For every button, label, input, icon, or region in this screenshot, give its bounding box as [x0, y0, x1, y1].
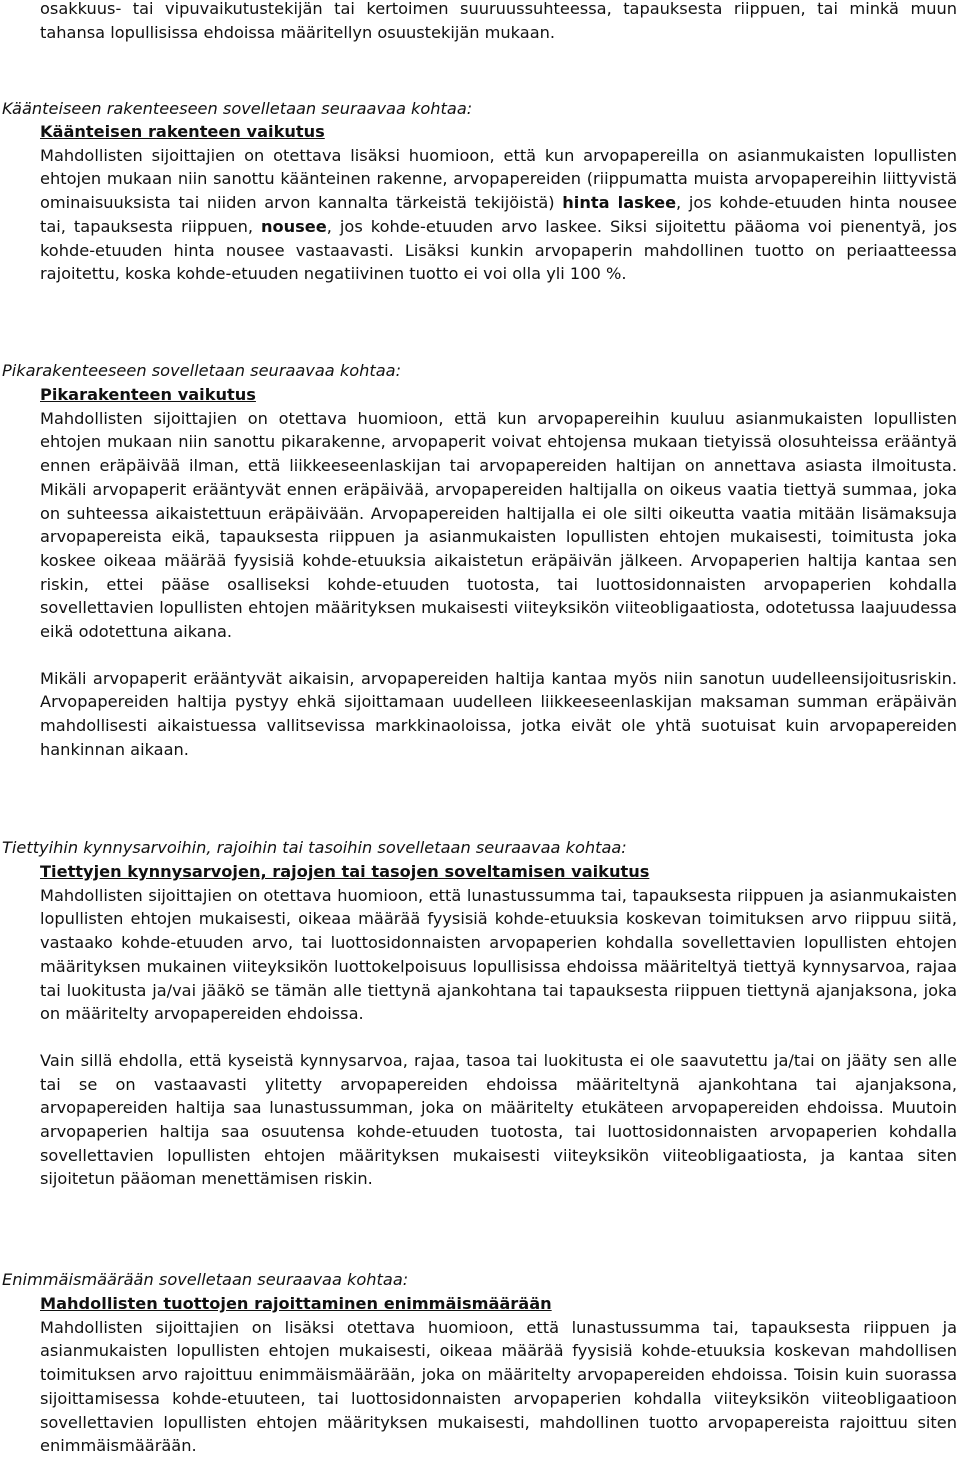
section-paragraph [40, 144, 957, 286]
section-heading: Mahdollisten tuottojen rajoittaminen enimmäismäärään [40, 1294, 552, 1313]
section-thresholds [40, 860, 957, 1191]
section-paragraph: Mikäli arvopaperit erääntyvät aikaisin, arvopapereiden haltija kantaa myös niin sanotun uudelleensijoitusriskin. Arvopapereiden haltija pystyy ehkä sijoittamaan uudelleen liikkeeseenlaskijan maksaman summan eräpäivän mahdollisesti aikaistuessa vallitsevissa markkinaoloissa, jotka eivät ole yhtä suotuisat kuin arvopapereiden hankinnan aikaan. [40, 668, 957, 759]
section-reverse-structure [40, 120, 957, 286]
section-intro-quick: Pikarakenteeseen sovelletaan seuraavaa kohtaa: [2, 361, 402, 380]
section-maximum-amount [40, 1292, 957, 1458]
section-intro-reverse: Käänteiseen rakenteeseen sovelletaan seuraavaa kohtaa: [2, 99, 473, 118]
section-paragraph: Mahdollisten sijoittajien on otettava huomioon, että lunastussumma tai, tapauksesta riippuen ja asianmukaisten lopullisten ehtojen mukaisesti, oikeaa määrää fyysisiä kohde-etuuksia koskevan toimituksen arvo riippuu siitä, vastaako kohde-etuuden arvo, tai luottosidonnaisten arvopaperien kohdalla sovellettavien lopullisten ehtojen määrityksen mukainen viiteyksikön luottokelpoisuus lopullisissa ehdoissa määriteltyä tiettyä kynnysarvoa, rajaa tai luokitusta ja/vai jääkö se tämän alle tiettynä ajankohtana tai tapauksesta riippuen tiettynä ajanjaksona, joka on määritelty arvopapereiden ehdoissa. [40, 885, 957, 1024]
section-intro-maximum: Enimmäismäärään sovelletaan seuraavaa kohtaa: [2, 1270, 409, 1289]
section-paragraph: Mahdollisten sijoittajien on lisäksi otettava huomioon, että lunastussumma tai, tapauksesta riippuen ja asianmukaisten lopullisten ehtojen mukaisesti, oikeaa määrää fyysisiä kohde-etuuksia koskevan mahdollisen toimituksen arvo rajoittuu enimmäismäärään, joka on määritelty arvopapereiden ehdoissa. Toisin kuin suorassa sijoittamisessa kohde-etuuteen, tai luottosidonnaisten arvopaperien kohdalla viiteyksikön viiteobligaatioon sovellettavien lopullisten ehtojen määrityksen mukaisesti, mahdollinen tuotto arvopapereista rajoittuu siten enimmäismäärään. [40, 1317, 957, 1456]
section-intro-thresholds: Tiettyihin kynnysarvoihin, rajoihin tai tasoihin sovelletaan seuraavaa kohtaa: [2, 838, 627, 857]
top-fragment-paragraph [40, 0, 957, 44]
bold-phrase: hinta laskee [562, 193, 677, 213]
section-heading: Pikarakenteen vaikutus [40, 385, 256, 404]
section-paragraph: Mahdollisten sijoittajien on otettava huomioon, että kun arvopapereihin kuuluu asianmukaisten lopullisten ehtojen mukaan niin sanottu pikarakenne, arvopaperit voivat ehtojensa mukaan tietyissä olosuhteissa erääntyä ennen eräpäivää ilman, että liikkeeseenlaskijan tai arvopapereiden haltijan on annettava asiasta ilmoitusta. Mikäli arvopaperit erääntyvät ennen eräpäivää, arvopapereiden haltijalla on oikeus vaatia tiettyä summaa, joka on suhteessa aikaistettuun eräpäivään. Arvopapereiden haltijalla ei ole silti oikeutta vaatia mitään lisämaksuja arvopapereista eikä, tapauksesta riippuen ja asianmukaisten lopullisten ehtojen mukaisesti, toimitusta joka koskee oikeaa määrää fyysisiä kohde-etuuksia aikaistetun eräpäivän jälkeen. Arvopaperien haltija kantaa sen riskin, ettei pääse osalliseksi kohde-etuuden tuotosta, tai luottosidonnaisten arvopaperien kohdalla sovellettavien lopullisten ehtojen määrityksen mukaisesti viiteyksikön viiteobligaatiosta, odotetussa laajuudessa eikä odotettuna aikana. [40, 408, 957, 642]
paragraph-text: osakkuus- tai vipuvaikutustekijän tai kertoimen suuruussuhteessa, tapauksesta riippuen, tai minkä muun tahansa lopullisissa ehdoissa määritellyn osuustekijän mukaan. [40, 0, 957, 42]
bold-phrase: nousee [261, 216, 327, 236]
paragraph-text: , jos kohde-etuuden hinta nousee tai, tapauksesta riippuen, [40, 193, 957, 236]
section-paragraph: Vain sillä ehdolla, että kyseistä kynnysarvoa, rajaa, tasoa tai luokitusta ei ole saavutettu ja/tai on jääty sen alle tai se on vastaavasti ylitetty arvopapereiden ehdoissa määriteltynä ajankohtana tai ajanjaksona, arvopapereiden haltija saa lunastussumman, joka on määritelty etukäteen arvopapereiden ehdoissa. Muutoin arvopaperien haltija saa osuutensa kohde-etuuden tuotosta, tai luottosidonnaisten arvopaperien kohdalla sovellettavien lopullisten ehtojen määrityksen mukaisesti viiteyksikön viiteobligaatiosta, ja kantaa siten sijoitetun pääoman menettämisen riskin. [40, 1050, 957, 1189]
paragraph-text: , jos kohde-etuuden arvo laskee. Siksi sijoitettu pääoma voi pienentyä, jos kohde-etuuden hinta nousee vastaavasti. Lisäksi kunkin arvopaperin mahdollinen tuotto on periaatteessa rajoitettu, koska kohde-etuuden negatiivinen tuotto ei voi olla yli 100 %. [40, 216, 958, 284]
section-heading: Käänteisen rakenteen vaikutus [40, 122, 325, 141]
section-quick-structure [40, 383, 957, 762]
section-heading: Tiettyjen kynnysarvojen, rajojen tai tasojen soveltamisen vaikutus [40, 862, 650, 881]
paragraph-text: Mahdollisten sijoittajien on otettava lisäksi huomioon, että kun arvopapereilla on asianmukaisten lopullisten ehtojen mukaan niin sanottu käänteinen rakenne, arvopapereiden (riippumatta muista arvopapereihin liittyvistä ominaisuuksista tai niiden arvon kannalta tärkeistä tekijöistä) [40, 145, 957, 213]
